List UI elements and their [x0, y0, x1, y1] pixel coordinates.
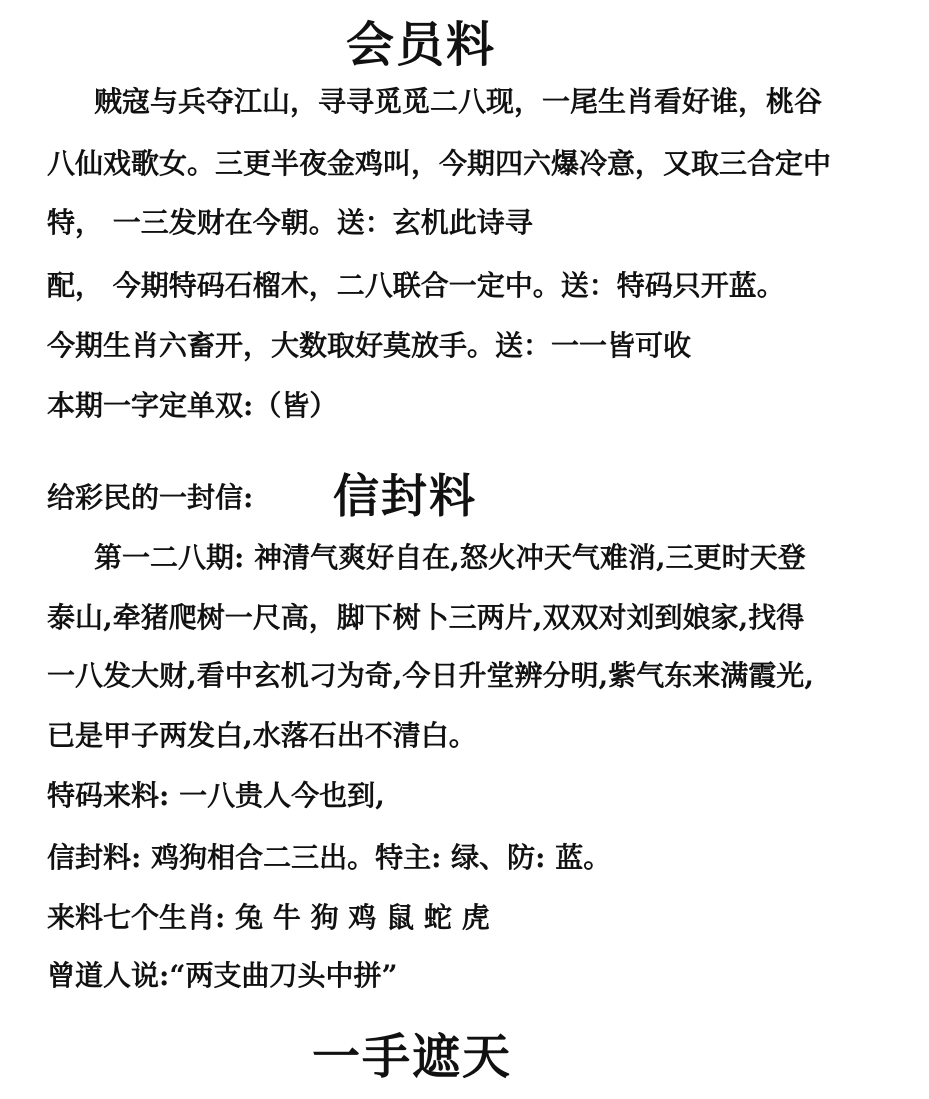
special-code-line: 特码来料: 一八贵人今也到, [47, 779, 385, 812]
envelope-line-2: 泰山,牵猪爬树一尺高，脚下树卜三两片,双双对刘到娘家,找得 [47, 601, 805, 634]
envelope-material-line: 信封料: 鸡狗相合二三出。特主: 绿、防: 蓝。 [47, 841, 612, 874]
member-line-4: 配， 今期特码石榴木，二八联合一定中。送：特码只开蓝。 [47, 269, 785, 302]
envelope-section-title: 信封料 [333, 469, 477, 523]
member-line-5: 今期生肖六畜开，大数取好莫放手。送：一一皆可收 [47, 329, 692, 362]
zeng-daoren-line: 曾道人说:“两支曲刀头中拼” [47, 959, 398, 992]
member-line-3: 特， 一三发财在今朝。送：玄机此诗寻 [47, 206, 533, 239]
member-line-1: 贼寇与兵夺江山，寻寻觅觅二八现，一尾生肖看好谁，桃谷 [94, 85, 823, 118]
letter-intro: 给彩民的一封信: [47, 481, 254, 514]
envelope-line-4: 已是甲子两发白,水落石出不清白。 [47, 719, 477, 752]
one-hand-section-title: 一手遮天 [312, 1029, 513, 1085]
zodiac-line: 来料七个生肖: 兔 牛 狗 鸡 鼠 蛇 虎 [47, 901, 490, 934]
envelope-line-3: 一八发大财,看中玄机刁为奇,今日升堂辨分明,紫气东来满霞光, [47, 659, 814, 692]
member-line-6: 本期一字定单双:（皆） [47, 389, 338, 422]
member-line-2: 八仙戏歌女。三更半夜金鸡叫，今期四六爆冷意，又取三合定中 [47, 147, 832, 180]
envelope-line-1: 第一二八期: 神清气爽好自在,怒火冲天气难消,三更时天登 [94, 541, 806, 574]
member-section-title: 会员料 [346, 17, 497, 73]
